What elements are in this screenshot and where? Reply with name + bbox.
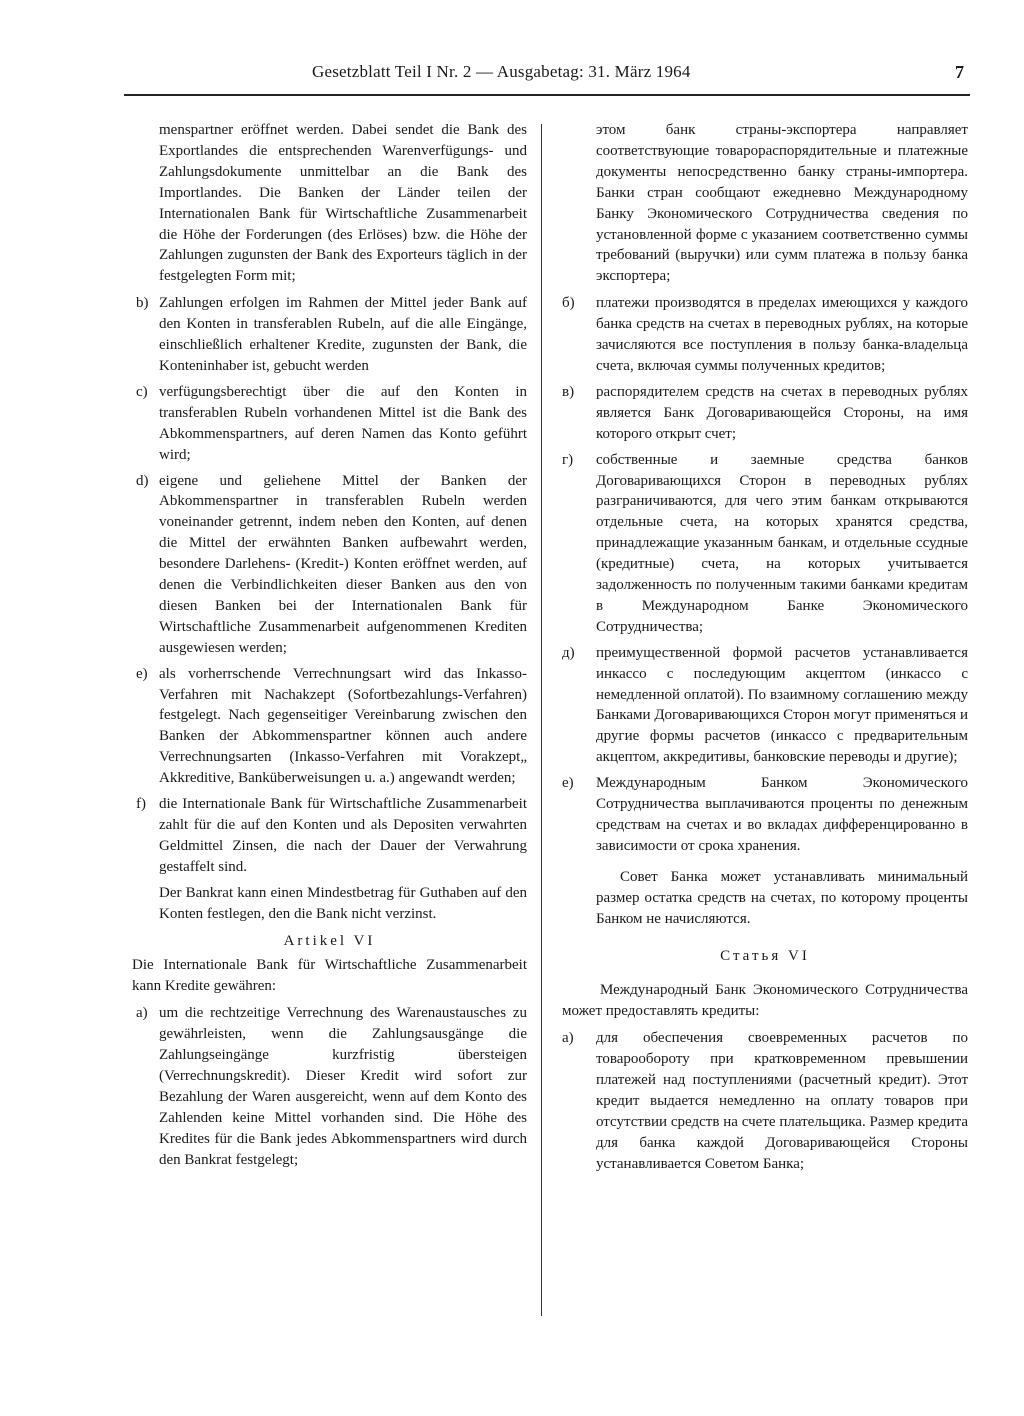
list-item-e (562, 773, 968, 857)
item-letter: a) (136, 1005, 148, 1022)
item-text: verfügungsberechtigt über die auf den Konten in transferablen Rubeln vorhandenen Mittel ist die Bank des Abkommenspartners, auf deren Namen das Konto geführt wird; (159, 383, 527, 463)
list-item-c (132, 382, 527, 466)
russian-column (562, 120, 968, 1180)
german-column (132, 120, 527, 1176)
item-letter: а) (562, 1030, 574, 1047)
item-a-continuation: этом банк страны-экспортера направляет соответствующие товарораспорядительные и платежные документы непосредственно банку страны-импортера. Банки стран сообщают ежедневно Международному Банку Экономического Сотрудничества сведения по установленной форме с указанием соответственно суммы требований (выручки) или сумм платежа в пользу банка экспортера; (596, 122, 968, 285)
list-item-b (132, 293, 527, 377)
list-item-g (562, 450, 968, 638)
list-item-b (562, 293, 968, 377)
column-divider (541, 124, 542, 1316)
item-text: die Internationale Bank für Wirtschaftliche Zusammenarbeit zahlt für die auf den Konten und als Depositen verwahrten Geldmittel Zinsen, die nach der Dauer der Verwahrung gestaffelt sind. (159, 796, 527, 875)
item-text: um die rechtzeitige Verrechnung des Warenaustausches zu gewährleisten, wenn die Zahlungsausgänge die Zahlungseingänge kurzfristig übersteigen (Verrechnungskredit). Dieser Kredit wird sofort zur Bezahlung der Waren ausgereicht, wenn auf dem Konto des Zahlenden keine Mittel vorhanden sind. Die Höhe des Kredites für die Bank jedes Abkommenspartners wird durch den Bankrat festgelegt; (159, 1005, 527, 1168)
item-letter: г) (562, 451, 574, 468)
item-letter: b) (136, 295, 149, 312)
item-letter: c) (136, 383, 148, 400)
gazette-header-title: Gesetzblatt Teil I Nr. 2 — Ausgabetag: 31. März 1964 (312, 62, 691, 81)
item-text: als vorherrschende Verrechnungsart wird das Inkasso-Verfahren mit Nachakzept (Sofortbezahlungs-Verfahren) festgelegt. Nach gegenseitiger Vereinbarung zwischen den Banken der Abkommenspartner können auch andere Verrechnungsarten (Inkasso-Verfahren mit Vorakzept„ Akkreditive, Banküberweisungen u. a.) angewandt werden; (159, 665, 527, 787)
article-intro: Die Internationale Bank für Wirtschaftliche Zusammenarbeit kann Kredite gewähren: (132, 957, 527, 995)
item-text: распорядителем средств на счетах в переводных рублях является Банк Договаривающейся Стороны, на имя которого открыт счет; (596, 383, 968, 442)
list-item-e (132, 664, 527, 789)
item-letter: е) (562, 775, 574, 792)
list-item-f (132, 794, 527, 878)
item-text: для обеспечения своевременных расчетов по товарообороту при кратковременном превышении платежей над поступлениями (расчетный кредит). Этот кредит выдается немедленно на оплату товаров при отсутствии средств на счете плательщика. Размер кредита для банка каждой Договаривающейся Стороны устанавливается Советом Банка; (596, 1030, 968, 1172)
item-text: Zahlungen erfolgen im Rahmen der Mittel jeder Bank auf den Konten in transferablen Rubeln, auf die alle Eingänge, einschließlich erhaltener Kredite, zugunsten der Bank, die Konteninhaber ist, gebucht werden (159, 295, 527, 374)
item-letter: e) (136, 665, 148, 682)
page-number: 7 (955, 62, 964, 82)
article-list-item-a (562, 1028, 968, 1174)
article-list-item-a (132, 1003, 527, 1170)
item-text: преимущественной формой расчетов устанавливается инкассо с последующим акцептом (инкассо с немедленной оплатой). По взаимному соглашению между Банками Договаривающихся Сторон могут применяться и другие формы расчетов (инкассо с предварительным акцептом, аккредитивы, банковские переводы и другие); (596, 644, 968, 766)
item-letter: f) (136, 796, 146, 813)
article-heading: Artikel VI (283, 932, 376, 949)
item-letter: д) (562, 644, 575, 661)
bankrat-paragraph: Der Bankrat kann einen Mindestbetrag für Guthaben auf den Konten festlegen, den die Bank nicht verzinst. (159, 884, 527, 922)
item-text: eigene und geliehene Mittel der Banken der Abkommenspartner in transferablen Rubeln werden voneinander getrennt, indem neben den Konten, auf denen die Mittel der erwähnten Banken aufbewahrt werden, besondere Darlehens- (Kredit-) Konten eröffnet werden, auf denen die Verbindlichkeiten dieser Banken aus den von diesen Banken bei der Internationalen Bank für Wirtschaftliche Zusammenarbeit aufgenommenen Krediten ausgewiesen werden; (159, 472, 527, 656)
item-text: собственные и заемные средства банков Договаривающихся Сторон в переводных рублях разграничиваются, для чего этим банкам открываются отдельные счета, на которых хранятся средства, принадлежащие указанным банкам, и отдельные ссудные (кредитные) счета, на которых учитывается задолженность по полученным такими банками кредитам в Международном Банке Экономического Сотрудничества; (596, 451, 968, 635)
item-text: Международным Банком Экономического Сотрудничества выплачиваются проценты по денежным средствам на счетах и во вкладах дифференцированно в зависимости от срока хранения. (596, 775, 968, 854)
article-heading: Статья VI (720, 947, 810, 964)
list-item-d (132, 471, 527, 659)
list-item-v (562, 382, 968, 445)
bankrat-paragraph: Совет Банка может устанавливать минимальный размер остатка средств на счетах, по которому проценты Банком не начисляются. (596, 868, 968, 927)
list-item-d (562, 643, 968, 768)
item-text: платежи производятся в пределах имеющихся у каждого банка средств на счетах в переводных рублях, на которые зачисляются все поступления в пользу банка-владельца счета, включая суммы полученных кредитов; (596, 295, 968, 374)
page-header (124, 62, 970, 90)
header-rule (124, 94, 970, 96)
item-a-continuation: menspartner eröffnet werden. Dabei sendet die Bank des Exportlandes die entsprechenden Warenverfügungs- und Zahlungsdokumente unmittelbar an die Bank des Importlandes. Die Banken der Länder teilen der Internationalen Bank für Wirtschaftliche Zusammenarbeit die Höhe der Forderungen (des Erlöses) bzw. die Höhe der Zahlungen zugunsten der Bank des Exporteurs täglich in der festgelegten Form mit; (159, 122, 527, 285)
item-letter: в) (562, 383, 575, 400)
item-letter: d) (136, 472, 149, 489)
item-letter: б) (562, 295, 575, 312)
article-intro: Международный Банк Экономического Сотрудничества может предоставлять кредиты: (562, 982, 968, 1020)
